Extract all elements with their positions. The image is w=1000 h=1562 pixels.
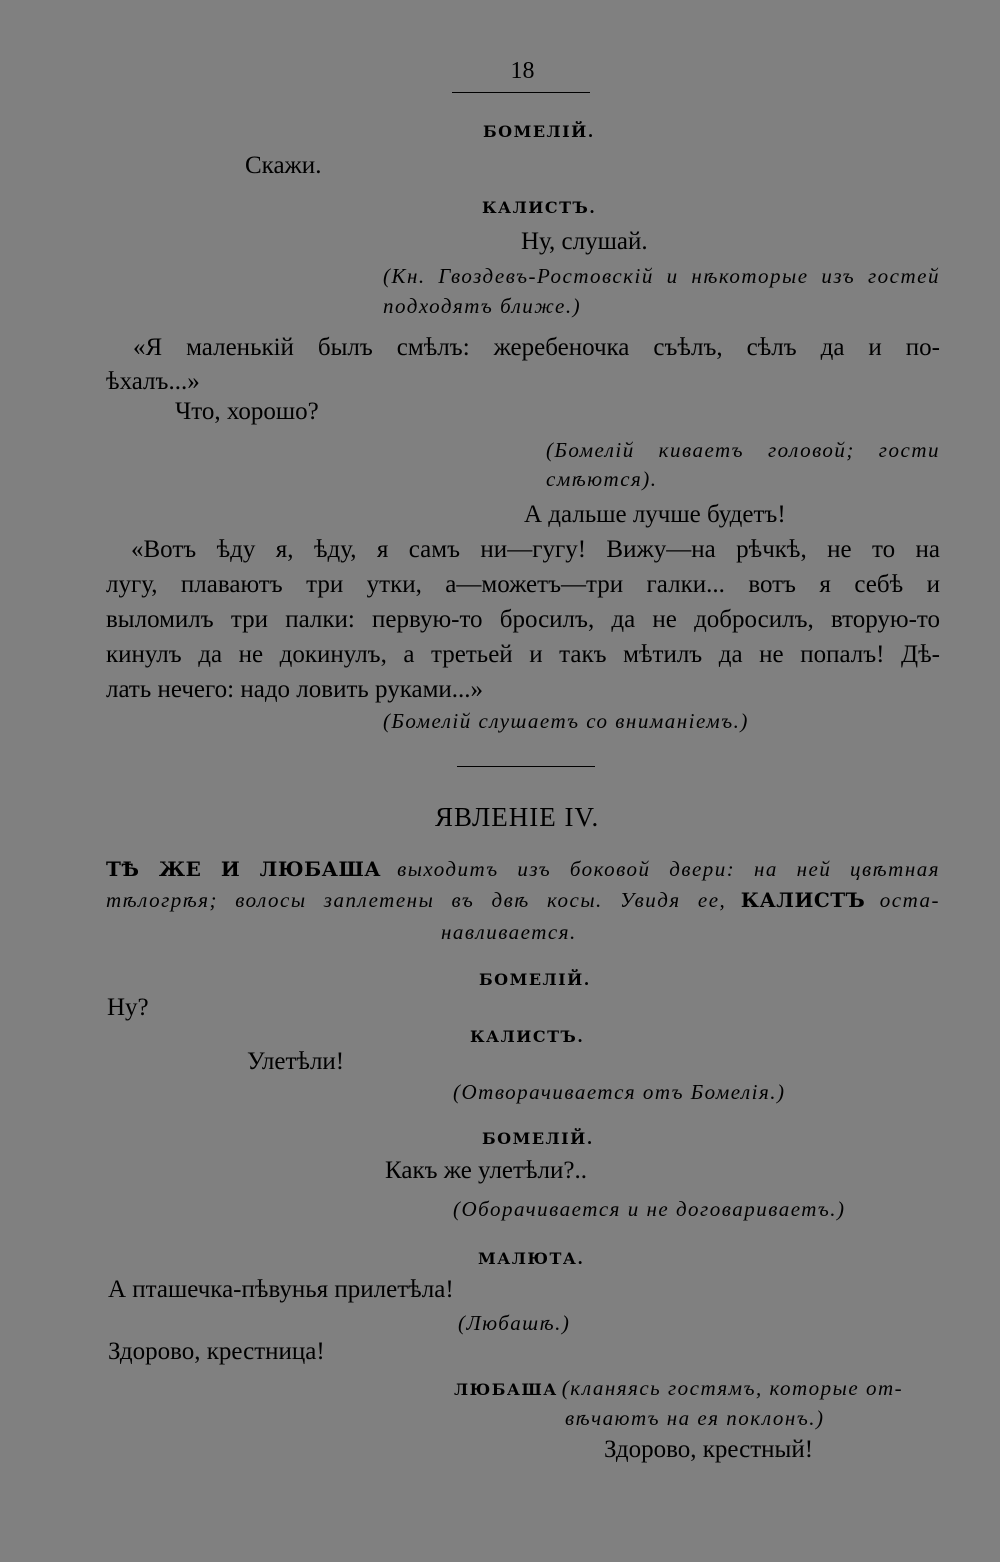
line-kak-zhe: Какъ же улетѣли?.. (385, 1157, 587, 1184)
speaker-bomeliy: БОМЕЛІЙ. (482, 1129, 594, 1148)
stage-direction-3: (Бомелій слушаетъ со вниманіемъ.) (383, 709, 749, 733)
lyubasha-line-1: ЛЮБАША (кланяясь гостямъ, которые от- (454, 1376, 904, 1400)
scene-character-kalist: КАЛИСТЪ (740, 888, 866, 912)
scene-title: ЯВЛЕНІЕ IV. (435, 802, 600, 832)
line-uleteli: Улетѣли! (247, 1048, 345, 1075)
speaker-kalist: КАЛИСТЪ. (482, 198, 597, 217)
line-zdorovo-krestny: Здорово, крестный! (604, 1436, 814, 1463)
stage-direction-6: (Любашѣ.) (458, 1311, 571, 1335)
prose-line: ѣхалъ...» (106, 368, 200, 395)
stage-direction-1a: (Кн. Гвоздевъ-Ростовскій и нѣкоторые изъ гостей (383, 264, 940, 288)
prose-line: «Вотъ ѣду я, ѣду, я самъ ни—гугу! Вижу—на рѣчкѣ, не то на (131, 536, 940, 563)
stage-direction-1b: подходятъ ближе.) (383, 294, 582, 318)
stage-direction-4: (Отворачивается отъ Бомелія.) (453, 1080, 786, 1104)
page-number-underline (452, 92, 590, 93)
prose-line: лать нечего: надо ловить руками...» (106, 676, 484, 703)
prose-line: кинулъ да не докинулъ, а третьей и такъ мѣтилъ да не попалъ! Дѣ- (106, 641, 940, 668)
scene-direction-line-3: навливается. (441, 920, 577, 944)
scene-characters: ТѢ ЖЕ И ЛЮБАША (106, 857, 382, 881)
line-ptashechka: А пташечка-пѣвунья прилетѣла! (108, 1276, 454, 1303)
stage-direction-7b: вѣчаютъ на ея поклонъ.) (565, 1406, 825, 1430)
line-zdorovo-krestnitsa: Здорово, крестница! (108, 1338, 325, 1365)
speaker-kalist: КАЛИСТЪ. (470, 1027, 585, 1046)
line-chto-horosho: Что, хорошо? (175, 398, 319, 425)
prose-line: выломилъ три палки: первую-то бросилъ, да не добросилъ, вторую-то (106, 606, 940, 633)
speaker-bomeliy: БОМЕЛІЙ. (479, 970, 591, 989)
page-number: 18 (510, 58, 535, 84)
stage-direction-2b: смѣются). (546, 467, 658, 491)
speaker-malyuta: МАЛЮТА. (478, 1249, 585, 1268)
speaker-lyubasha: ЛЮБАША (454, 1380, 558, 1399)
speaker-bomeliy: БОМЕЛІЙ. (483, 122, 595, 141)
stage-direction-2a: (Бомелій киваетъ головой; гости (546, 438, 940, 462)
stage-direction-5: (Оборачивается и не договариваетъ.) (453, 1197, 846, 1221)
line-dalshe: А дальше лучше будетъ! (524, 501, 786, 528)
line-nu: Ну? (107, 994, 149, 1021)
line-nu-slushay: Ну, слушай. (521, 228, 648, 255)
line-skazhi: Скажи. (245, 152, 322, 179)
prose-line: лугу, плаваютъ три утки, а—можетъ—три галки... вотъ я себѣ и (106, 571, 940, 598)
prose-line: «Я маленькій былъ смѣлъ: жеребеночка съѣлъ, сѣлъ да и по- (133, 334, 940, 361)
scene-direction-line-1: ТѢ ЖЕ И ЛЮБАША выходитъ изъ боковой двери: на ней цвѣтная (106, 857, 941, 881)
scene-direction-line-2: тѣлогрѣя; волосы заплетены въ двѣ косы. Увидя ее, КАЛИСТЪ оста- (106, 888, 941, 912)
section-divider (457, 766, 595, 767)
